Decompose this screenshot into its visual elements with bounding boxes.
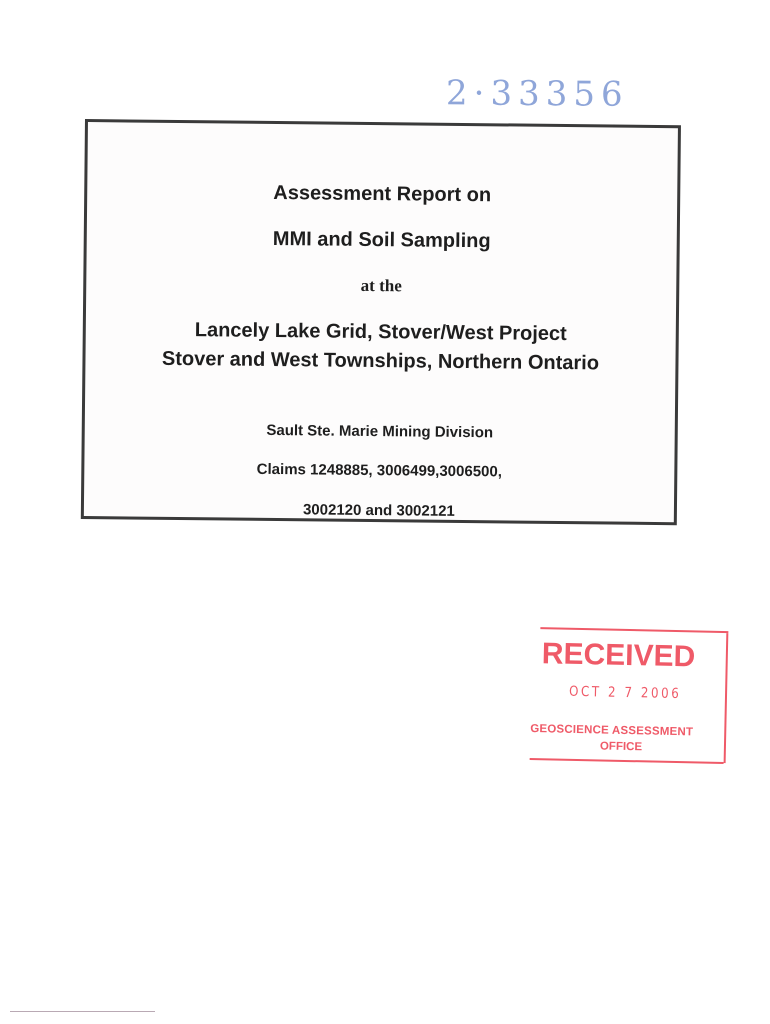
title-box (81, 119, 681, 525)
claims-line-2: 3002120 and 3002121 (302, 501, 455, 520)
stamp-border-top (540, 627, 728, 633)
stamp-border-right (724, 633, 729, 763)
mining-division: Sault Ste. Marie Mining Division (266, 421, 494, 442)
document-number-stamp: 2·33356 (445, 73, 629, 115)
received-office-line-1: GEOSCIENCE ASSESSMENT (530, 722, 694, 739)
report-title-line-2: MMI and Soil Sampling (272, 227, 491, 253)
stamp-border-bottom (530, 758, 724, 764)
received-office-line-2: OFFICE (599, 740, 643, 754)
report-title-connector: at the (360, 275, 402, 296)
project-location: Stover and West Townships, Northern Ontario (161, 347, 600, 375)
report-title-line-1: Assessment Report on (273, 181, 492, 207)
received-stamp (530, 627, 725, 764)
claims-line-1: Claims 1248885, 3006499,3006500, (256, 460, 503, 481)
received-date: OCT 2 7 2006 (568, 683, 682, 703)
received-heading: RECEIVED (541, 637, 696, 674)
footer-rule (10, 1011, 155, 1012)
project-name: Lancely Lake Grid, Stover/West Project (194, 319, 567, 346)
